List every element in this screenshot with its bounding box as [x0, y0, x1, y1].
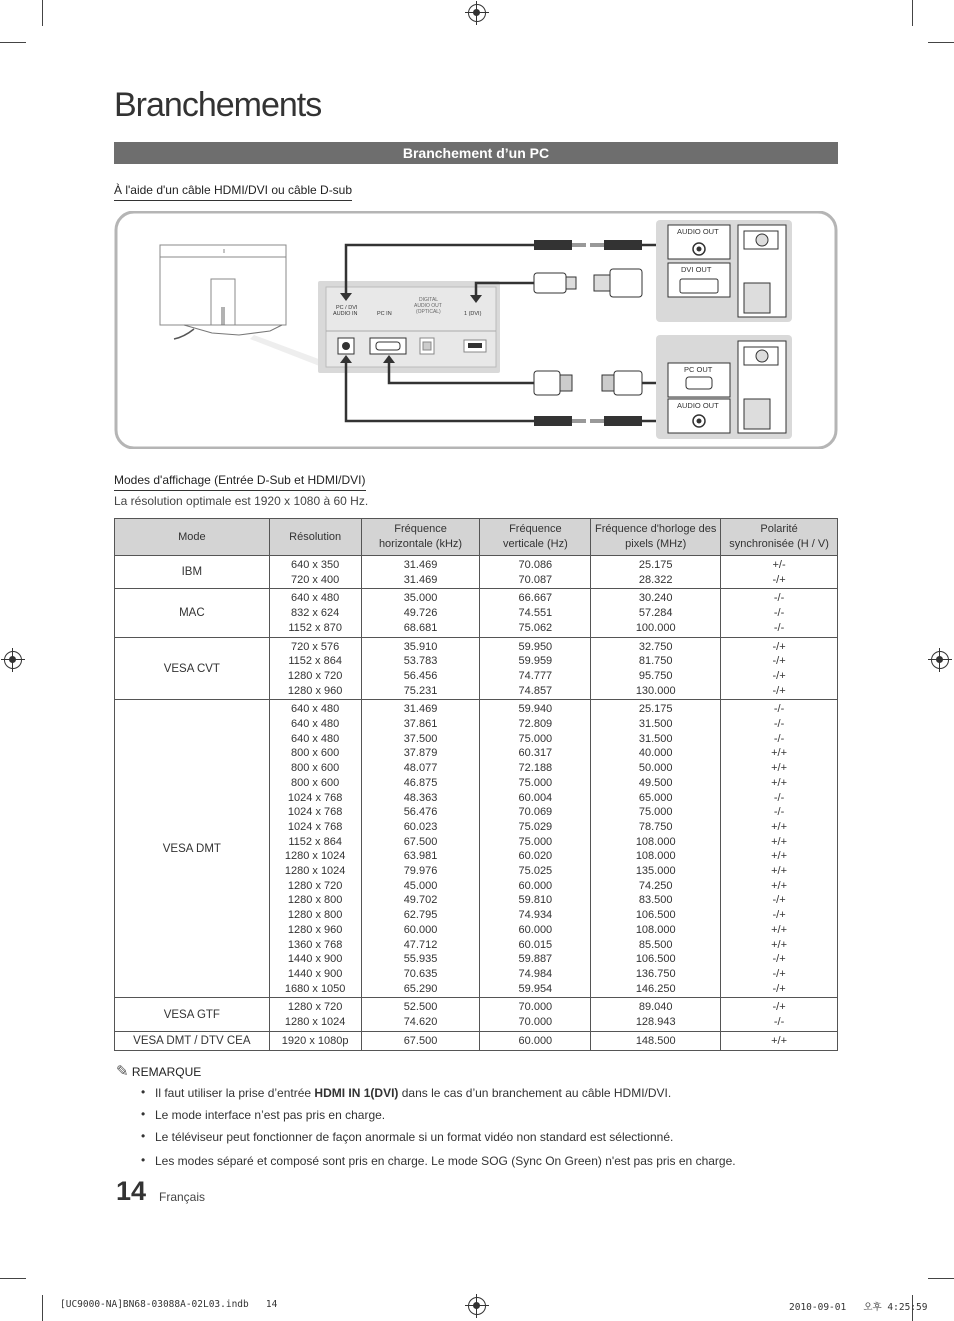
table-header-row	[115, 519, 838, 556]
pc-top-audio-out-label: AUDIO OUT	[677, 227, 719, 236]
column-header: Mode	[115, 519, 270, 556]
bullet-text: Il faut utiliser la prise d’entrée	[155, 1086, 315, 1100]
value-cell: 31.469 37.861 37.500 37.879 48.077 46.875 48.363 56.476 60.023 67.500 63.981 79.976 45.000 49.702 62.795 60.000 47.712 55.935 70.635 65.290	[361, 700, 480, 998]
value-cell: 148.500	[591, 1031, 721, 1050]
mode-cell: VESA CVT	[115, 637, 270, 700]
value-cell: 66.667 74.551 75.062	[480, 589, 591, 637]
mode-cell: MAC	[115, 589, 270, 637]
value-cell: 59.940 72.809 75.000 60.317 72.188 75.000 60.004 70.069 75.029 75.000 60.020 75.025 60.000 59.810 74.934 60.000 60.015 59.887 74.984 59.954	[480, 700, 591, 998]
display-modes-table	[114, 518, 838, 1051]
list-item: • Les modes séparé et composé sont pris en charge. Le mode SOG (Sync On Green) n'est pas pris en charge.	[141, 1153, 736, 1175]
value-cell: 31.469 31.469	[361, 556, 480, 589]
value-cell: 25.175 28.322	[591, 556, 721, 589]
print-footer-right: 2010-09-01 오후 4:25:59	[789, 1302, 928, 1313]
bullet-bold-text: HDMI IN 1(DVI)	[314, 1086, 399, 1100]
pc-bottom-illustration	[656, 335, 792, 439]
list-item: • Le mode interface n’est pas pris en charge.	[141, 1107, 736, 1129]
modes-heading: Modes d'affichage (Entrée D-Sub et HDMI/DVI)	[114, 473, 366, 491]
tv-hdmi-port	[464, 340, 486, 352]
crop-mark	[42, 1295, 43, 1321]
value-cell: 1280 x 720 1280 x 1024	[269, 998, 361, 1031]
remarque-label: REMARQUE	[131, 1065, 202, 1079]
tv-port-label-hdmi-1-dvi: 1 (DVI)	[464, 311, 482, 317]
crop-mark	[912, 0, 913, 26]
registration-mark-icon	[468, 1297, 486, 1315]
list-item	[141, 1085, 736, 1107]
mode-cell: VESA DMT	[115, 700, 270, 998]
registration-mark-icon	[468, 4, 486, 22]
tv-audio-in-port	[338, 338, 354, 354]
value-cell: +/- -/+	[721, 556, 838, 589]
list-item: • Le téléviseur peut fonctionner de façon anormale si un format vidéo non standard est sélectionné.	[141, 1129, 736, 1151]
value-cell: 640 x 480 832 x 624 1152 x 870	[269, 589, 361, 637]
value-cell: -/+ -/-	[721, 998, 838, 1031]
note-pencil-icon: ✎	[116, 1063, 129, 1080]
value-cell: 60.000	[480, 1031, 591, 1050]
value-cell: -/+ -/+ -/+ -/+	[721, 637, 838, 700]
registration-mark-icon	[4, 651, 22, 669]
remarque-heading	[116, 1062, 201, 1080]
tv-pc-in-port	[370, 338, 406, 354]
registration-mark-icon	[931, 651, 949, 669]
tv-optical-port	[420, 338, 434, 354]
mode-cell: VESA DMT / DTV CEA	[115, 1031, 270, 1050]
value-cell: 70.086 70.087	[480, 556, 591, 589]
column-header: Résolution	[269, 519, 361, 556]
tv-port-label-pc-dvi-audio-in: PC / DVI AUDIO IN	[333, 305, 358, 317]
column-header: Fréquence horizontale (kHz)	[361, 519, 480, 556]
crop-mark	[42, 0, 43, 26]
value-cell: 1920 x 1080p	[269, 1031, 361, 1050]
crop-mark	[0, 1278, 26, 1279]
value-cell: 32.750 81.750 95.750 130.000	[591, 637, 721, 700]
value-cell: 89.040 128.943	[591, 998, 721, 1031]
table-row	[115, 700, 838, 998]
connection-subtitle: À l'aide d'un câble HDMI/DVI ou câble D-sub	[114, 183, 352, 201]
print-footer-left: [UC9000-NA]BN68-03088A-02L03.indb 14	[60, 1299, 278, 1310]
remarque-list	[141, 1085, 736, 1175]
value-cell: 67.500	[361, 1031, 480, 1050]
value-cell: -/- -/- -/-	[721, 589, 838, 637]
page-title: Branchements	[114, 86, 322, 124]
crop-mark	[928, 42, 954, 43]
tv-port-label-digital-audio-out: DIGITAL AUDIO OUT (OPTICAL)	[414, 297, 442, 315]
value-cell: 30.240 57.284 100.000	[591, 589, 721, 637]
tv-port-label-pc-in: PC IN	[377, 311, 392, 317]
table-row	[115, 1031, 838, 1050]
pc-top-dvi-out-label: DVI OUT	[681, 265, 712, 274]
column-header: Polarité synchronisée (H / V)	[721, 519, 838, 556]
connection-diagram	[114, 211, 838, 449]
page-number: 14	[116, 1176, 147, 1206]
column-header: Fréquence verticale (Hz)	[480, 519, 591, 556]
crop-mark	[928, 1278, 954, 1279]
value-cell: 59.950 59.959 74.777 74.857	[480, 637, 591, 700]
value-cell: 640 x 350 720 x 400	[269, 556, 361, 589]
value-cell: 35.000 49.726 68.681	[361, 589, 480, 637]
table-row	[115, 998, 838, 1031]
mode-cell: VESA GTF	[115, 998, 270, 1031]
bullet-text: dans le cas d’un branchement au câble HDMI/DVI.	[398, 1086, 672, 1100]
crop-mark	[0, 42, 26, 43]
value-cell: 35.910 53.783 56.456 75.231	[361, 637, 480, 700]
value-cell: 25.175 31.500 31.500 40.000 50.000 49.500 65.000 75.000 78.750 108.000 108.000 135.000 74.250 83.500 106.500 108.000 85.500 106.500 136.750 146.250	[591, 700, 721, 998]
language-label: Français	[159, 1190, 206, 1204]
value-cell: 70.000 70.000	[480, 998, 591, 1031]
column-header: Fréquence d'horloge des pixels (MHz)	[591, 519, 721, 556]
section-header: Branchement d’un PC	[114, 142, 838, 164]
mode-cell: IBM	[115, 556, 270, 589]
table-row	[115, 589, 838, 637]
value-cell: -/- -/- -/- +/+ +/+ +/+ -/- -/- +/+ +/+ +/+ +/+ +/+ -/+ -/+ +/+ +/+ -/+ -/+ -/+	[721, 700, 838, 998]
value-cell: +/+	[721, 1031, 838, 1050]
pc-bottom-pc-out-label: PC OUT	[684, 365, 713, 374]
value-cell: 52.500 74.620	[361, 998, 480, 1031]
pc-bottom-audio-out-label: AUDIO OUT	[677, 401, 719, 410]
value-cell: 720 x 576 1152 x 864 1280 x 720 1280 x 960	[269, 637, 361, 700]
optimal-resolution-note: La résolution optimale est 1920 x 1080 à 60 Hz.	[114, 494, 369, 508]
table-row	[115, 556, 838, 589]
table-row	[115, 637, 838, 700]
value-cell: 640 x 480 640 x 480 640 x 480 800 x 600 800 x 600 800 x 600 1024 x 768 1024 x 768 1024 x 768 1152 x 864 1280 x 1024 1280 x 1024 1280 x 720 1280 x 800 1280 x 800 1280 x 960 1360 x 768 1440 x 900 1440 x 900 1680 x 1050	[269, 700, 361, 998]
